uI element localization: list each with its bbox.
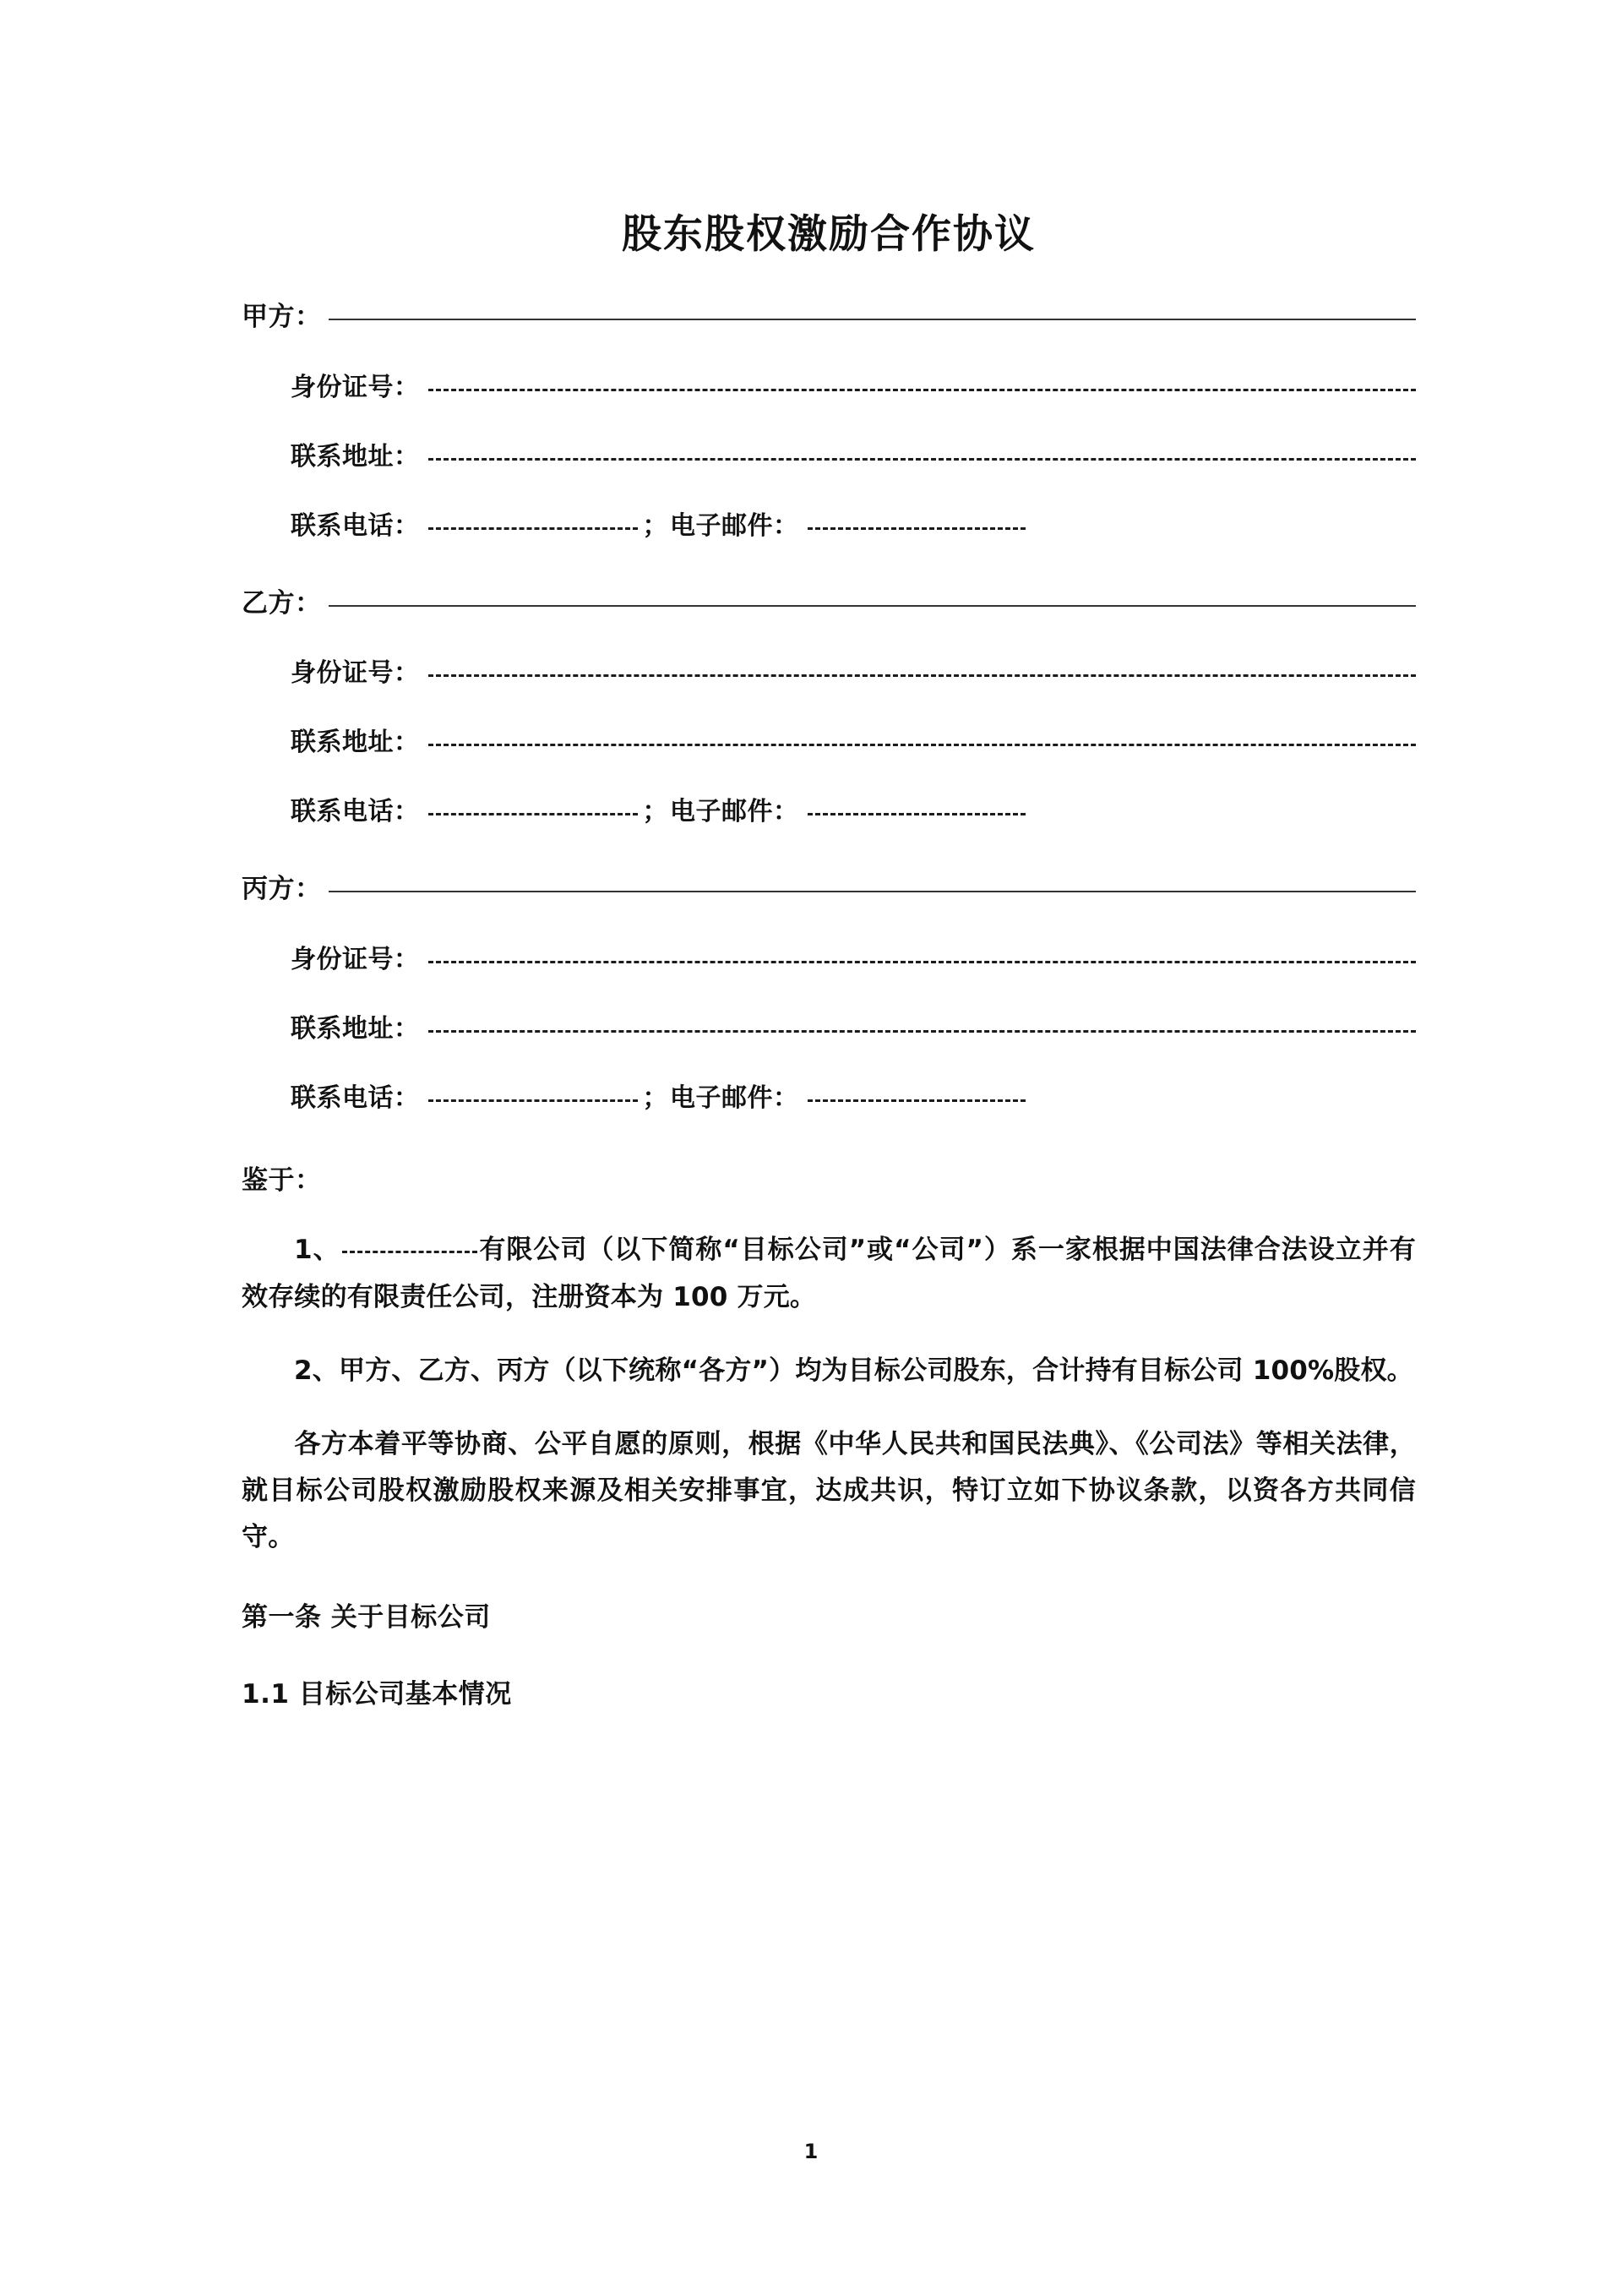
party-c-id-label: 身份证号： bbox=[291, 944, 420, 974]
party-block-a bbox=[242, 297, 1416, 545]
recital-item-1 bbox=[242, 1227, 1416, 1320]
party-c-address-row bbox=[242, 1010, 1416, 1048]
party-a-address-input-line[interactable] bbox=[428, 458, 1417, 461]
section-heading-clause-1-1: 1.1 目标公司基本情况 bbox=[242, 1678, 512, 1710]
party-c-address-input-line[interactable] bbox=[428, 1030, 1417, 1033]
party-b-contact-row bbox=[242, 793, 1416, 831]
party-b-input-line[interactable] bbox=[329, 605, 1417, 607]
party-b-phone-label: 联系电话： bbox=[291, 797, 420, 827]
party-b-id-input-line[interactable] bbox=[428, 674, 1417, 677]
party-a-input-line[interactable] bbox=[329, 319, 1417, 320]
party-b-address-input-line[interactable] bbox=[428, 744, 1417, 746]
recital-item-2 bbox=[242, 1348, 1416, 1394]
recital-item-3 bbox=[242, 1421, 1416, 1562]
party-b-id-label: 身份证号： bbox=[291, 658, 420, 689]
party-block-c bbox=[242, 870, 1416, 1117]
party-c-contact-separator: ； bbox=[642, 1083, 668, 1113]
party-c-phone-label: 联系电话： bbox=[291, 1083, 420, 1113]
party-c-id-input-line[interactable] bbox=[428, 961, 1417, 963]
recital-1-prefix: 1、 bbox=[294, 1235, 340, 1266]
party-block-b bbox=[242, 584, 1416, 832]
party-a-id-row bbox=[242, 368, 1416, 406]
party-c-phone-input-line[interactable] bbox=[428, 1099, 638, 1102]
party-a-id-input-line[interactable] bbox=[428, 389, 1417, 391]
party-c-input-line[interactable] bbox=[329, 891, 1417, 892]
party-c-contact-row bbox=[242, 1079, 1416, 1117]
party-c-address-label: 联系地址： bbox=[291, 1013, 420, 1044]
document-content bbox=[242, 0, 1416, 1714]
party-b-id-row bbox=[242, 654, 1416, 692]
party-a-label: 甲方： bbox=[242, 302, 322, 333]
party-a-email-label: 电子邮件： bbox=[670, 510, 799, 541]
party-b-row bbox=[242, 584, 1416, 624]
page-title: 股东股权激励合作协议 bbox=[622, 211, 1036, 258]
party-a-phone-input-line[interactable] bbox=[428, 527, 638, 530]
party-a-contact-row bbox=[242, 507, 1416, 545]
party-c-label: 丙方： bbox=[242, 874, 322, 905]
party-a-phone-label: 联系电话： bbox=[291, 510, 420, 541]
party-b-phone-input-line[interactable] bbox=[428, 813, 638, 815]
party-a-email-input-line[interactable] bbox=[808, 527, 1026, 530]
party-b-contact-separator: ； bbox=[642, 797, 668, 827]
party-b-label: 乙方： bbox=[242, 587, 322, 619]
page-number: 1 bbox=[803, 2140, 819, 2163]
party-c-email-input-line[interactable] bbox=[808, 1099, 1026, 1102]
party-a-row bbox=[242, 297, 1416, 337]
party-a-contact-separator: ； bbox=[642, 510, 668, 541]
party-b-address-row bbox=[242, 723, 1416, 761]
party-c-email-label: 电子邮件： bbox=[670, 1083, 799, 1113]
party-a-address-label: 联系地址： bbox=[291, 441, 420, 472]
party-c-row bbox=[242, 870, 1416, 909]
recital-1-suffix: 有限公司（以下简称“目标公司”或“公司”）系一家根据中国法律合法设立并有效存续的有限责任公司，注册资本为 100 万元。 bbox=[242, 1235, 1416, 1312]
party-b-address-label: 联系地址： bbox=[291, 728, 420, 758]
section-heading-article-one: 第一条 关于目标公司 bbox=[242, 1602, 491, 1633]
target-company-name-blank[interactable] bbox=[342, 1251, 477, 1253]
party-b-email-input-line[interactable] bbox=[808, 813, 1026, 815]
recitals-lead: 鉴于： bbox=[242, 1164, 322, 1196]
recital-3-text: 各方本着平等协商、公平自愿的原则，根据《中华人民共和国民法典》、《公司法》等相关法律，就目标公司股权激励股权来源及相关安排事宜，达成共识，特订立如下协议条款，以资各方共同信守。 bbox=[242, 1428, 1416, 1553]
party-a-address-row bbox=[242, 438, 1416, 476]
recital-2-text: 2、甲方、乙方、丙方（以下统称“各方”）均为目标公司股东，合计持有目标公司 100%股权。 bbox=[294, 1355, 1413, 1386]
party-b-email-label: 电子邮件： bbox=[670, 797, 799, 827]
party-c-id-row bbox=[242, 941, 1416, 979]
party-a-id-label: 身份证号： bbox=[291, 372, 420, 402]
